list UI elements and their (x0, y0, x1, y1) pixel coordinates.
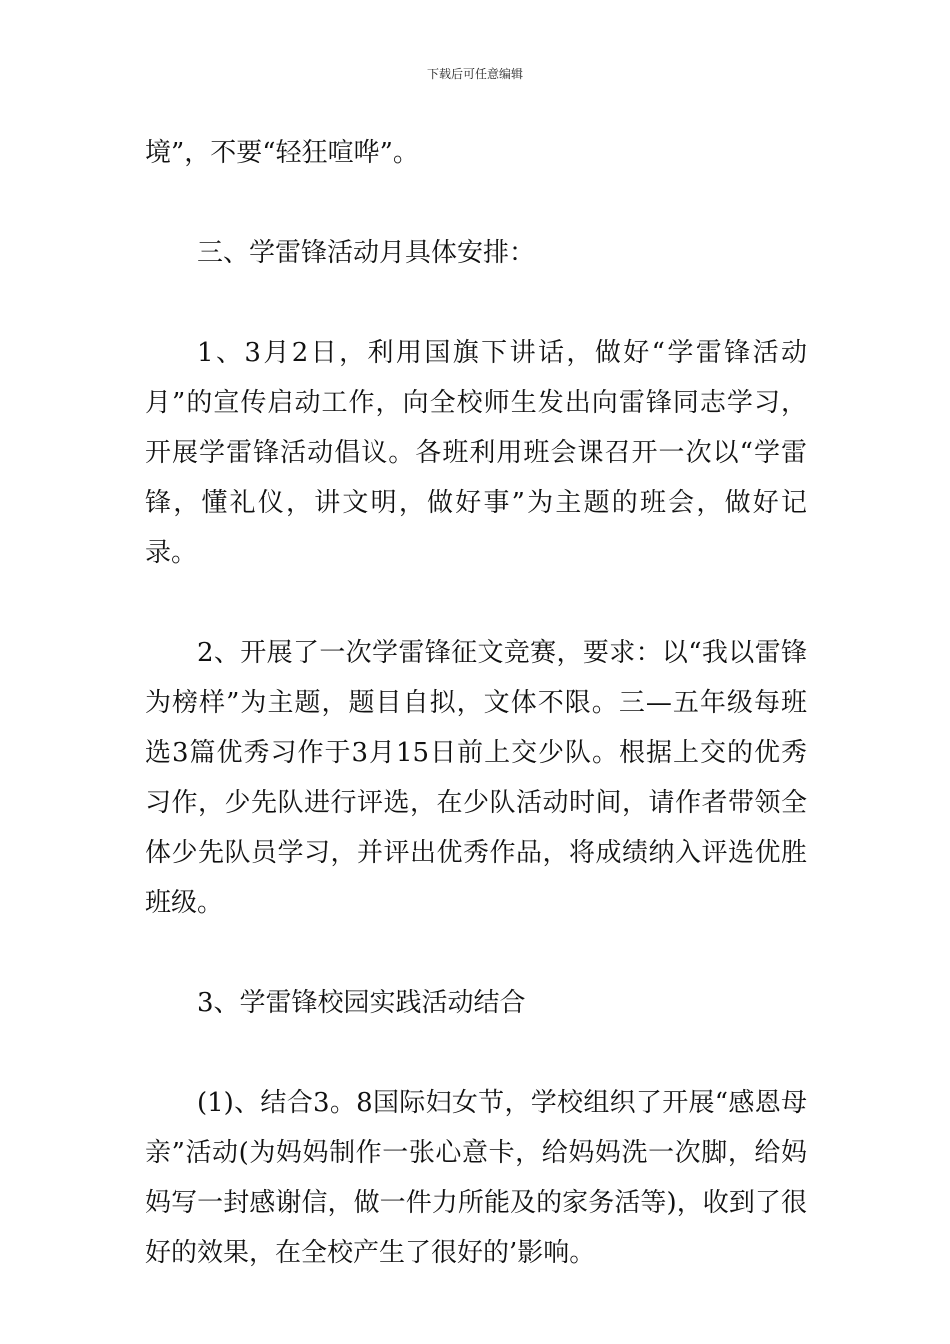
paragraph-subitem-1: (1)、结合3。8国际妇女节，学校组织了开展“感恩母亲”活动(为妈妈制作一张心意卡，给妈妈洗一次脚，给妈妈写一封感谢信，做一件力所能及的家务活等)，收到了很好的效果，在全校产生了很好的’影响。 (145, 1088, 807, 1268)
paragraph-continuation: 境”，不要“轻狂喧哗”。 (145, 138, 419, 168)
paragraph-item-2: 2、开展了一次学雷锋征文竞赛，要求：以“我以雷锋为榜样”为主题，题目自拟，文体不限。三—五年级每班选3篇优秀习作于3月15日前上交少队。根据上交的优秀习作，少先队进行评选，在少队活动时间，请作者带领全体少先队员学习，并评出优秀作品，将成绩纳入评选优胜班级。 (145, 638, 807, 918)
paragraph-gap (145, 928, 807, 978)
paragraph-gap (145, 278, 807, 328)
paragraph-gap (145, 1028, 807, 1078)
paragraph-item-3: 3、学雷锋校园实践活动结合 (197, 988, 526, 1018)
paragraph-gap (145, 578, 807, 628)
section-heading: 三、学雷锋活动月具体安排： (197, 238, 536, 268)
paragraph-gap (145, 178, 807, 228)
header-note: 下载后可任意编辑 (426, 67, 523, 81)
document-body (145, 128, 807, 1278)
paragraph-item-1: 1、3月2日，利用国旗下讲话，做好“学雷锋活动月”的宣传启动工作，向全校师生发出向雷锋同志学习，开展学雷锋活动倡议。各班利用班会课召开一次以“学雷锋，懂礼仪，讲文明，做好事”为主题的班会，做好记录。 (145, 338, 807, 568)
